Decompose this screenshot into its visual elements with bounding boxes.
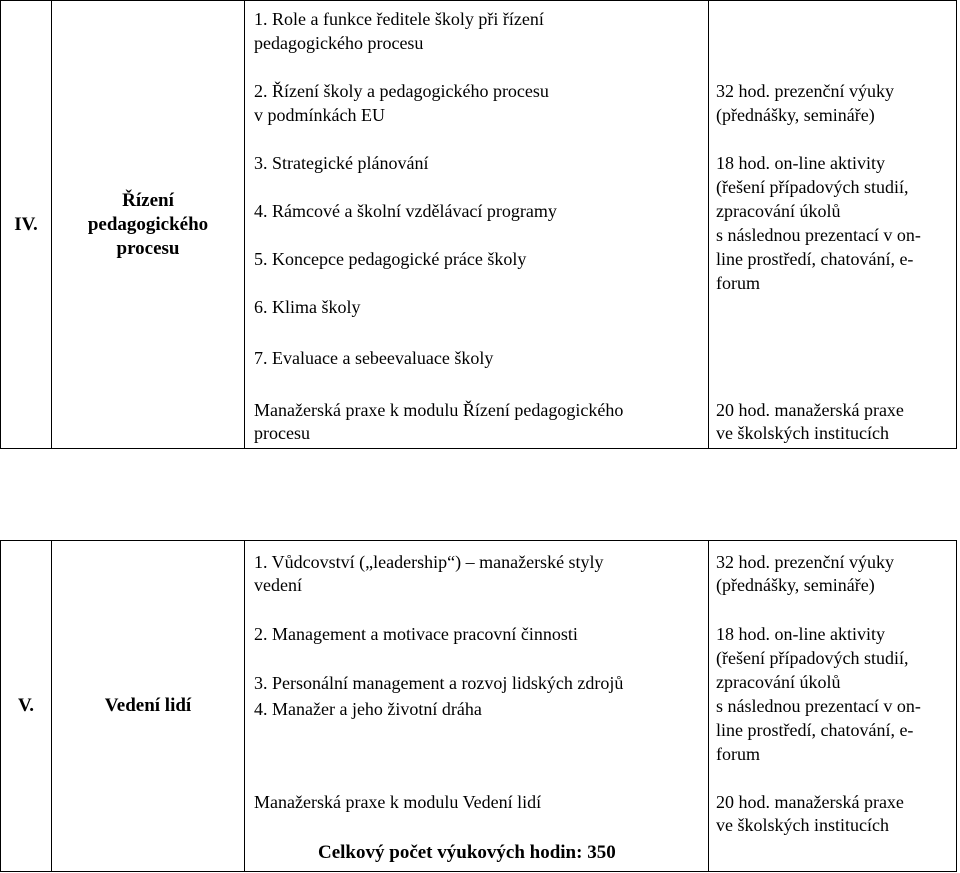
topic-item: 5. Koncepce pedagogické práce školy <box>254 249 527 269</box>
hours-online: forum <box>716 744 760 764</box>
hours-practice: ve školských institucích <box>716 815 889 835</box>
hours-online: zpracování úkolů <box>716 672 841 692</box>
module-v-table <box>0 540 957 872</box>
module-title: Vedení lidí <box>52 541 245 872</box>
topic-item: vedení <box>254 575 302 595</box>
practice-label: procesu <box>254 423 310 443</box>
topics-cell <box>245 541 709 872</box>
module-title-line: procesu <box>116 237 180 259</box>
hours-online: s následnou prezentací v on- <box>716 225 921 245</box>
hours-practice: 20 hod. manažerská praxe <box>716 792 904 812</box>
hours-lecture: 32 hod. prezenční výuky <box>716 552 894 572</box>
topic-item: 1. Vůdcovství („leadership“) – manažerské styly <box>254 552 604 572</box>
practice-label: Manažerská praxe k modulu Řízení pedagogického <box>254 400 624 420</box>
topic-item: 2. Řízení školy a pedagogického procesu <box>254 81 549 101</box>
topic-item: 7. Evaluace a sebeevaluace školy <box>254 348 494 368</box>
topics-cell <box>245 1 709 449</box>
hours-practice: 20 hod. manažerská praxe <box>716 400 904 420</box>
hours-cell <box>709 541 957 872</box>
topic-item: 3. Strategické plánování <box>254 153 429 173</box>
hours-lecture: 32 hod. prezenční výuky <box>716 81 894 101</box>
hours-online: forum <box>716 273 760 293</box>
hours-cell <box>709 1 957 449</box>
hours-online: zpracování úkolů <box>716 201 841 221</box>
practice-label: Manažerská praxe k modulu Vedení lidí <box>254 792 542 812</box>
hours-online: line prostředí, chatování, e- <box>716 720 914 740</box>
module-title-line: pedagogického <box>87 213 209 235</box>
module-title <box>52 1 245 449</box>
topic-item: 1. Role a funkce ředitele školy při řízení <box>254 9 544 29</box>
module-number: V. <box>1 541 52 872</box>
hours-practice: ve školských institucích <box>716 423 889 443</box>
module-title-line: Řízení <box>122 189 174 211</box>
hours-online: 18 hod. on-line aktivity <box>716 624 885 644</box>
hours-online: 18 hod. on-line aktivity <box>716 153 885 173</box>
hours-online: s následnou prezentací v on- <box>716 696 921 716</box>
topic-item: v podmínkách EU <box>254 105 385 125</box>
hours-lecture: (přednášky, semináře) <box>716 575 875 595</box>
total-hours-summary: Celkový počet výukových hodin: 350 <box>318 842 616 863</box>
topic-item: 2. Management a motivace pracovní činnosti <box>254 624 578 644</box>
topic-item: 6. Klima školy <box>254 297 361 317</box>
hours-online: (řešení případových studií, <box>716 177 909 197</box>
topic-item: 3. Personální management a rozvoj lidských zdrojů <box>254 673 624 693</box>
topic-item: 4. Rámcové a školní vzdělávací programy <box>254 201 557 221</box>
topic-item: 4. Manažer a jeho životní dráha <box>254 699 482 719</box>
hours-lecture: (přednášky, semináře) <box>716 105 875 125</box>
topic-item: pedagogického procesu <box>254 33 424 53</box>
hours-online: (řešení případových studií, <box>716 648 909 668</box>
module-number: IV. <box>1 1 52 449</box>
hours-online: line prostředí, chatování, e- <box>716 249 914 269</box>
